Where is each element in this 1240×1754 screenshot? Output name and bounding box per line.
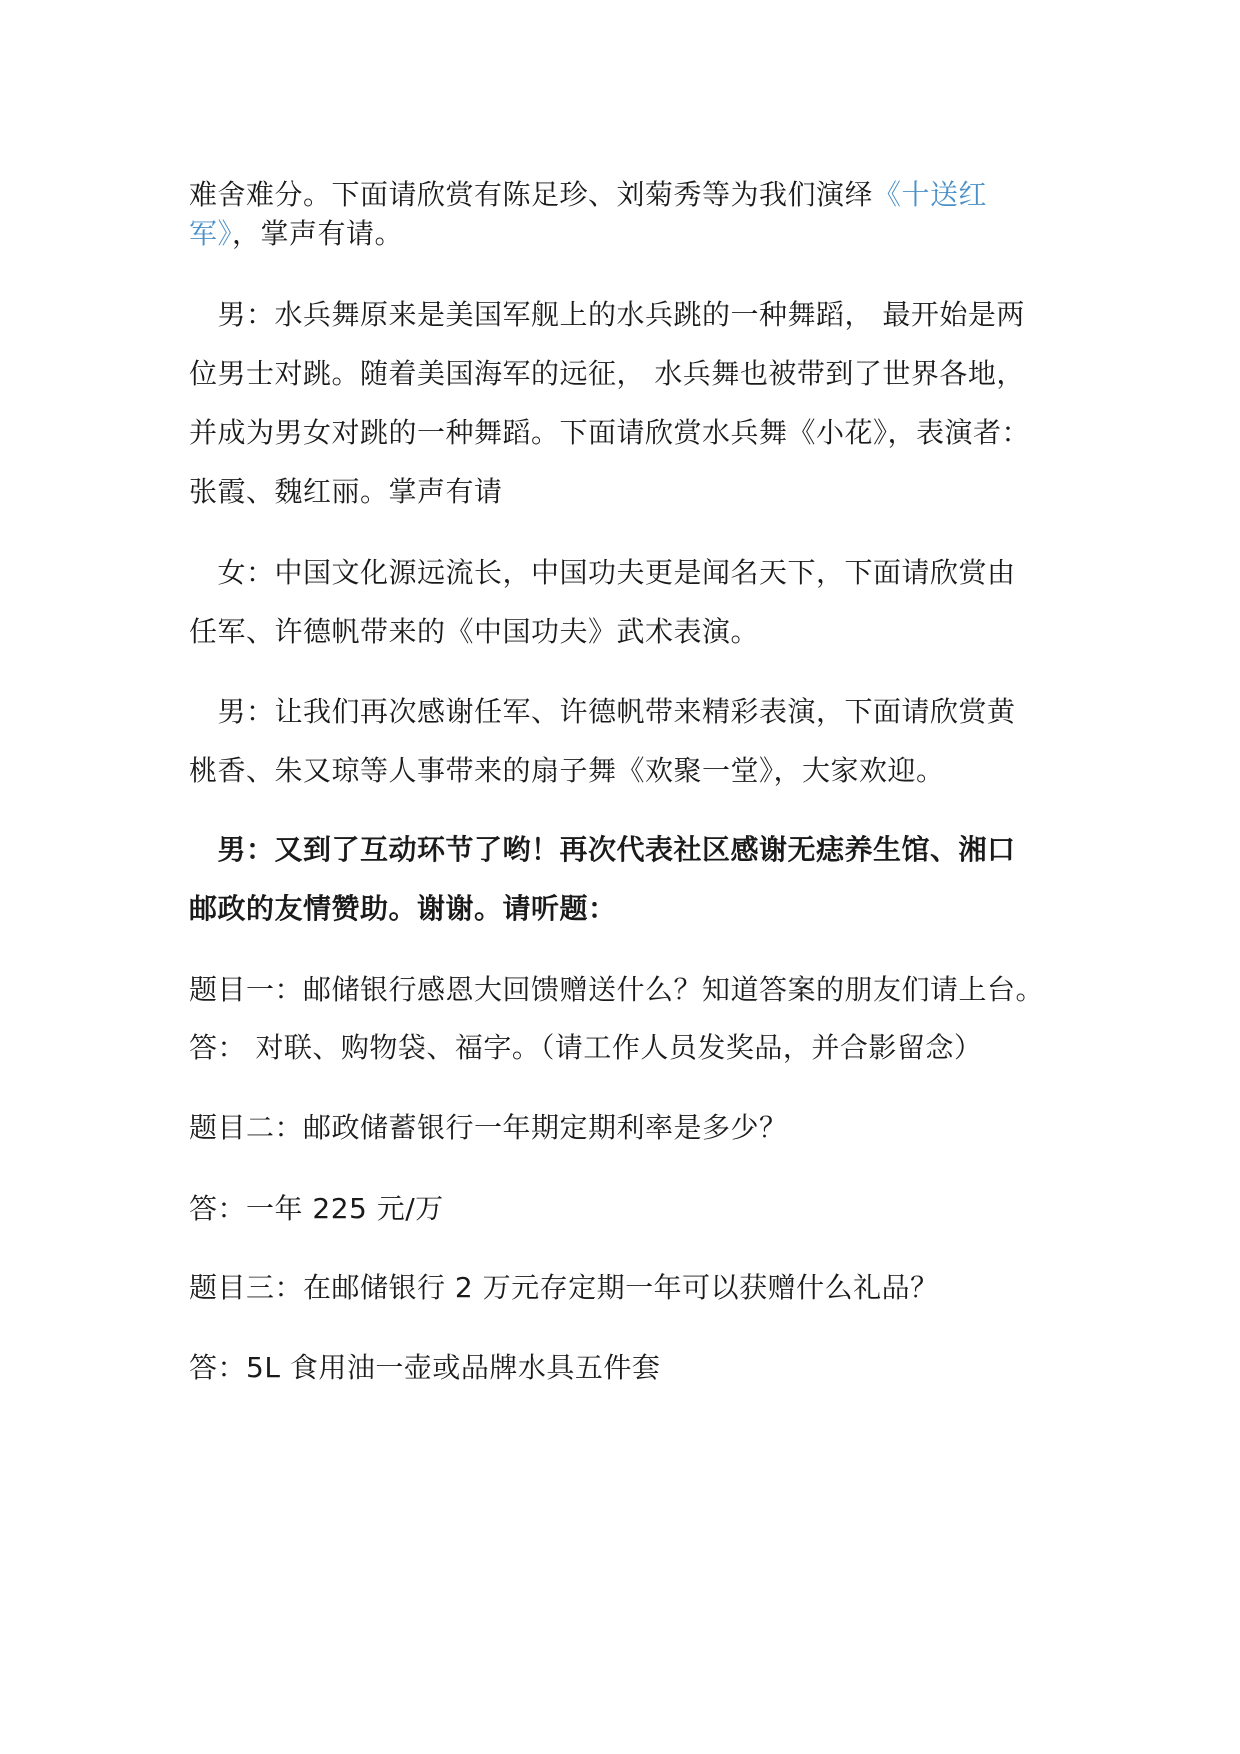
paragraph-5-line-2: 邮政的友情赞助。谢谢。请听题： bbox=[189, 892, 617, 925]
paragraph-1-line-1 bbox=[189, 175, 987, 215]
paragraph-5-line-1: 男：又到了互动环节了哟！再次代表社区感谢无痣养生馆、湘口 bbox=[189, 833, 1016, 866]
answer-3: 答：5L 食用油一壶或品牌水具五件套 bbox=[189, 1351, 661, 1384]
paragraph-4-line-2: 桃香、朱又琼等人事带来的扇子舞《欢聚一堂》，大家欢迎。 bbox=[189, 754, 945, 787]
answer-1: 答： 对联、购物袋、福字。（请工作人员发奖品，并合影留念） bbox=[189, 1031, 983, 1064]
paragraph-1-text-end: ，掌声有请。 bbox=[232, 217, 404, 250]
question-1: 题目一：邮储银行感恩大回馈赠送什么？知道答案的朋友们请上台。 bbox=[189, 973, 1045, 1006]
paragraph-3-line-2: 任军、许德帆带来的《中国功夫》武术表演。 bbox=[189, 615, 760, 648]
song-title-link-end[interactable]: 军》 bbox=[189, 217, 233, 250]
question-3: 题目三：在邮储银行 2 万元存定期一年可以获赠什么礼品？ bbox=[189, 1271, 939, 1304]
paragraph-2-line-1: 男：水兵舞原来是美国军舰上的水兵跳的一种舞蹈， 最开始是两 bbox=[189, 298, 1025, 331]
answer-2: 答：一年 225 元/万 bbox=[189, 1192, 444, 1225]
question-2: 题目二：邮政储蓄银行一年期定期利率是多少？ bbox=[189, 1111, 788, 1144]
paragraph-2-line-3: 并成为男女对跳的一种舞蹈。下面请欣赏水兵舞《小花》，表演者： bbox=[189, 416, 1031, 449]
paragraph-1-line-2 bbox=[189, 214, 403, 254]
paragraph-2-line-2: 位男士对跳。随着美国海军的远征， 水兵舞也被带到了世界各地， bbox=[189, 357, 1025, 390]
song-title-link[interactable]: 《十送红 bbox=[873, 178, 988, 211]
paragraph-1-text: 难舍难分。下面请欣赏有陈足珍、刘菊秀等为我们演绎 bbox=[189, 178, 874, 211]
paragraph-4-line-1: 男：让我们再次感谢任军、许德帆带来精彩表演，下面请欣赏黄 bbox=[189, 695, 1016, 728]
paragraph-3-line-1: 女：中国文化源远流长，中国功夫更是闻名天下，下面请欣赏由 bbox=[189, 556, 1016, 589]
paragraph-2-line-4: 张霞、魏红丽。掌声有请 bbox=[189, 475, 503, 508]
